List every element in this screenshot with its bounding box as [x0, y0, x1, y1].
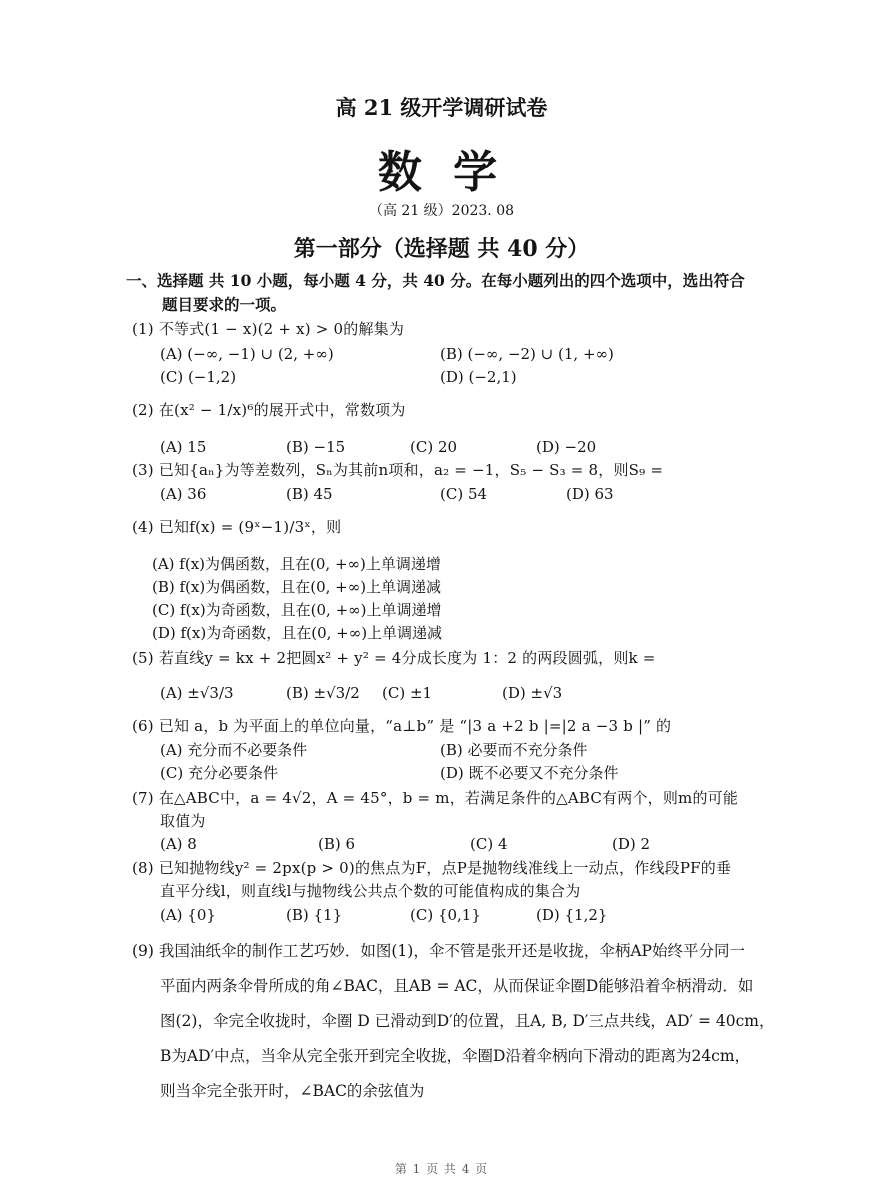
- question-3-option-b: (B) 45: [286, 485, 333, 503]
- section-instructions-line1: 一、选择题 共 10 小题，每小题 4 分，共 40 分。在每小题列出的四个选项中，选出符合: [126, 271, 745, 290]
- question-7-option-a: (A) 8: [160, 835, 197, 853]
- page-footer: 第 1 页 共 4 页: [394, 1162, 489, 1176]
- question-8-option-d: (D) {1,2}: [536, 906, 608, 924]
- question-6-option-b: (B) 必要而不充分条件: [440, 741, 588, 759]
- question-2-option-d: (D) −20: [536, 438, 597, 456]
- question-6-option-a: (A) 充分而不必要条件: [160, 741, 308, 759]
- question-8-stem-line2: 直平分线l，则直线l与抛物线公共点个数的可能值构成的集合为: [160, 882, 581, 900]
- question-9-line5: 则当伞完全张开时，∠BAC的余弦值为: [160, 1082, 425, 1100]
- question-6-option-d: (D) 既不必要又不充分条件: [440, 764, 619, 782]
- question-5-option-a: (A) ±√3/3: [160, 684, 234, 702]
- question-4-option-b: (B) f(x)为偶函数，且在(0, +∞)上单调递减: [152, 578, 442, 596]
- question-3-option-c: (C) 54: [440, 485, 488, 503]
- question-8-stem-line1: (8) 已知抛物线y² = 2px(p > 0)的焦点为F，点P是抛物线准线上一动点，作线段PF的垂: [132, 859, 732, 877]
- question-5-stem: (5) 若直线y = kx + 2把圆x² + y² = 4分成长度为 1：2 的两段圆弧，则k =: [132, 649, 656, 667]
- question-3-option-d: (D) 63: [566, 485, 614, 503]
- part-title: 第一部分（选择题 共 40 分）: [293, 236, 590, 262]
- question-1-option-c: (C) (−1,2): [160, 368, 237, 386]
- question-4-option-a: (A) f(x)为偶函数，且在(0, +∞)上单调递增: [152, 555, 441, 573]
- question-4-option-c: (C) f(x)为奇函数，且在(0, +∞)上单调递增: [152, 601, 442, 619]
- question-4-stem: (4) 已知f(x) = (9ˣ−1)/3ˣ，则: [132, 518, 342, 536]
- question-8-option-b: (B) {1}: [286, 906, 343, 924]
- question-7-stem-line2: 取值为: [160, 812, 206, 830]
- subject-title: 数 学: [377, 147, 506, 198]
- question-5-option-b: (B) ±√3/2: [286, 684, 360, 702]
- section-instructions-line2: 题目要求的一项。: [162, 295, 287, 314]
- question-7-option-c: (C) 4: [470, 835, 508, 853]
- question-5-option-d: (D) ±√3: [502, 684, 563, 702]
- question-4-option-d: (D) f(x)为奇函数，且在(0, +∞)上单调递减: [152, 624, 443, 642]
- question-7-option-d: (D) 2: [612, 835, 651, 853]
- question-6-option-c: (C) 充分必要条件: [160, 764, 278, 782]
- question-2-option-c: (C) 20: [410, 438, 458, 456]
- question-7-stem-line1: (7) 在△ABC中，a = 4√2，A = 45°，b = m，若满足条件的△ABC有两个，则m的可能: [132, 789, 739, 807]
- question-2-stem: (2) 在(x² − 1/x)⁶的展开式中，常数项为: [132, 401, 406, 419]
- question-8-option-a: (A) {0}: [160, 906, 216, 924]
- exam-title: 高 21 级开学调研试卷: [335, 95, 548, 120]
- question-2-option-b: (B) −15: [286, 438, 346, 456]
- question-3-stem: (3) 已知{aₙ}为等差数列，Sₙ为其前n项和，a₂ = −1，S₅ − S₃ = 8，则S₉ =: [132, 461, 664, 479]
- question-5-option-c: (C) ±1: [382, 684, 433, 702]
- question-7-option-b: (B) 6: [318, 835, 356, 853]
- question-9-line3: 图(2)，伞完全收拢时，伞圈 D 已滑动到D′的位置，且A, B, D′三点共线，AD′ = 40cm，: [160, 1012, 775, 1030]
- question-1-option-b: (B) (−∞, −2) ∪ (1, +∞): [440, 345, 614, 363]
- grade-date: （高 21 级）2023. 08: [368, 203, 515, 219]
- question-6-stem: (6) 已知 a，b 为平面上的单位向量，“a⊥b” 是 “|3 a +2 b |=|2 a −3 b |” 的: [132, 717, 672, 735]
- question-8-option-c: (C) {0,1}: [410, 906, 481, 924]
- question-9-line4: B为AD′中点，当伞从完全张开到完全收拢，伞圈D沿着伞柄向下滑动的距离为24cm，: [160, 1047, 751, 1065]
- question-9-line1: (9) 我国油纸伞的制作工艺巧妙．如图(1)，伞不管是张开还是收拢，伞柄AP始终平分同一: [132, 942, 745, 960]
- question-2-option-a: (A) 15: [160, 438, 207, 456]
- question-1-option-a: (A) (−∞, −1) ∪ (2, +∞): [160, 345, 334, 363]
- question-9-line2: 平面内两条伞骨所成的角∠BAC，且AB = AC，从而保证伞圈D能够沿着伞柄滑动．如: [160, 977, 754, 995]
- question-1-option-d: (D) (−2,1): [440, 368, 517, 386]
- question-1-stem: (1) 不等式(1 − x)(2 + x) > 0的解集为: [132, 320, 405, 338]
- question-3-option-a: (A) 36: [160, 485, 207, 503]
